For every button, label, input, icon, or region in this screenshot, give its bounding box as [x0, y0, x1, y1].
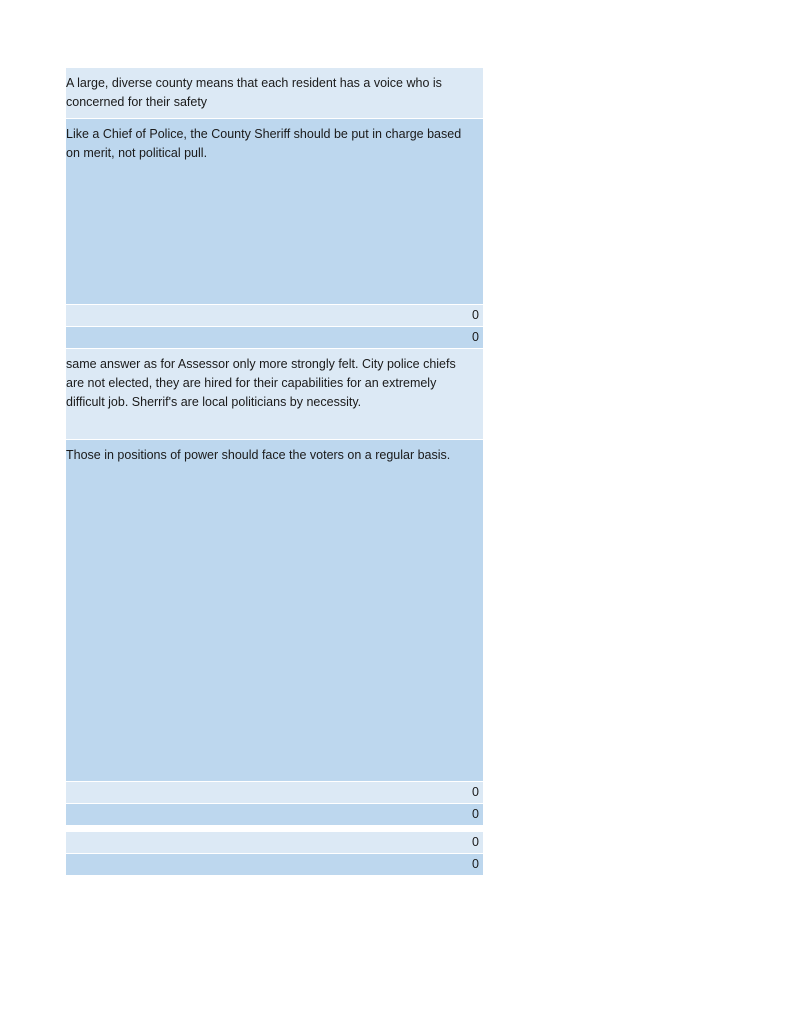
table-cell-count[interactable] [66, 804, 483, 826]
table-cell-comment[interactable] [66, 119, 483, 305]
cell-value: 0 [472, 308, 479, 322]
cell-value: 0 [472, 807, 479, 821]
spreadsheet-column [66, 68, 483, 876]
table-cell-count[interactable] [66, 305, 483, 327]
table-cell-count[interactable] [66, 854, 483, 876]
cell-value: 0 [472, 835, 479, 849]
cell-value: same answer as for Assessor only more strongly felt. City police chiefs are not elected, they are hired for their capabilities for an extremely difficult job. Sherrif's are local politicians by necessity. [66, 357, 456, 409]
cell-value: 0 [472, 785, 479, 799]
table-cell-comment[interactable] [66, 349, 483, 440]
table-cell-comment[interactable] [66, 68, 483, 119]
cell-value: 0 [472, 330, 479, 344]
table-cell-comment[interactable] [66, 440, 483, 782]
cell-value: A large, diverse county means that each resident has a voice who is concerned for their safety [66, 76, 442, 109]
table-cell-count[interactable] [66, 327, 483, 349]
cell-value: 0 [472, 857, 479, 871]
table-cell-count[interactable] [66, 782, 483, 804]
cell-value: Those in positions of power should face the voters on a regular basis. [66, 448, 451, 462]
table-cell-count[interactable] [66, 832, 483, 854]
cell-value: Like a Chief of Police, the County Sheriff should be put in charge based on merit, not political pull. [66, 127, 462, 160]
